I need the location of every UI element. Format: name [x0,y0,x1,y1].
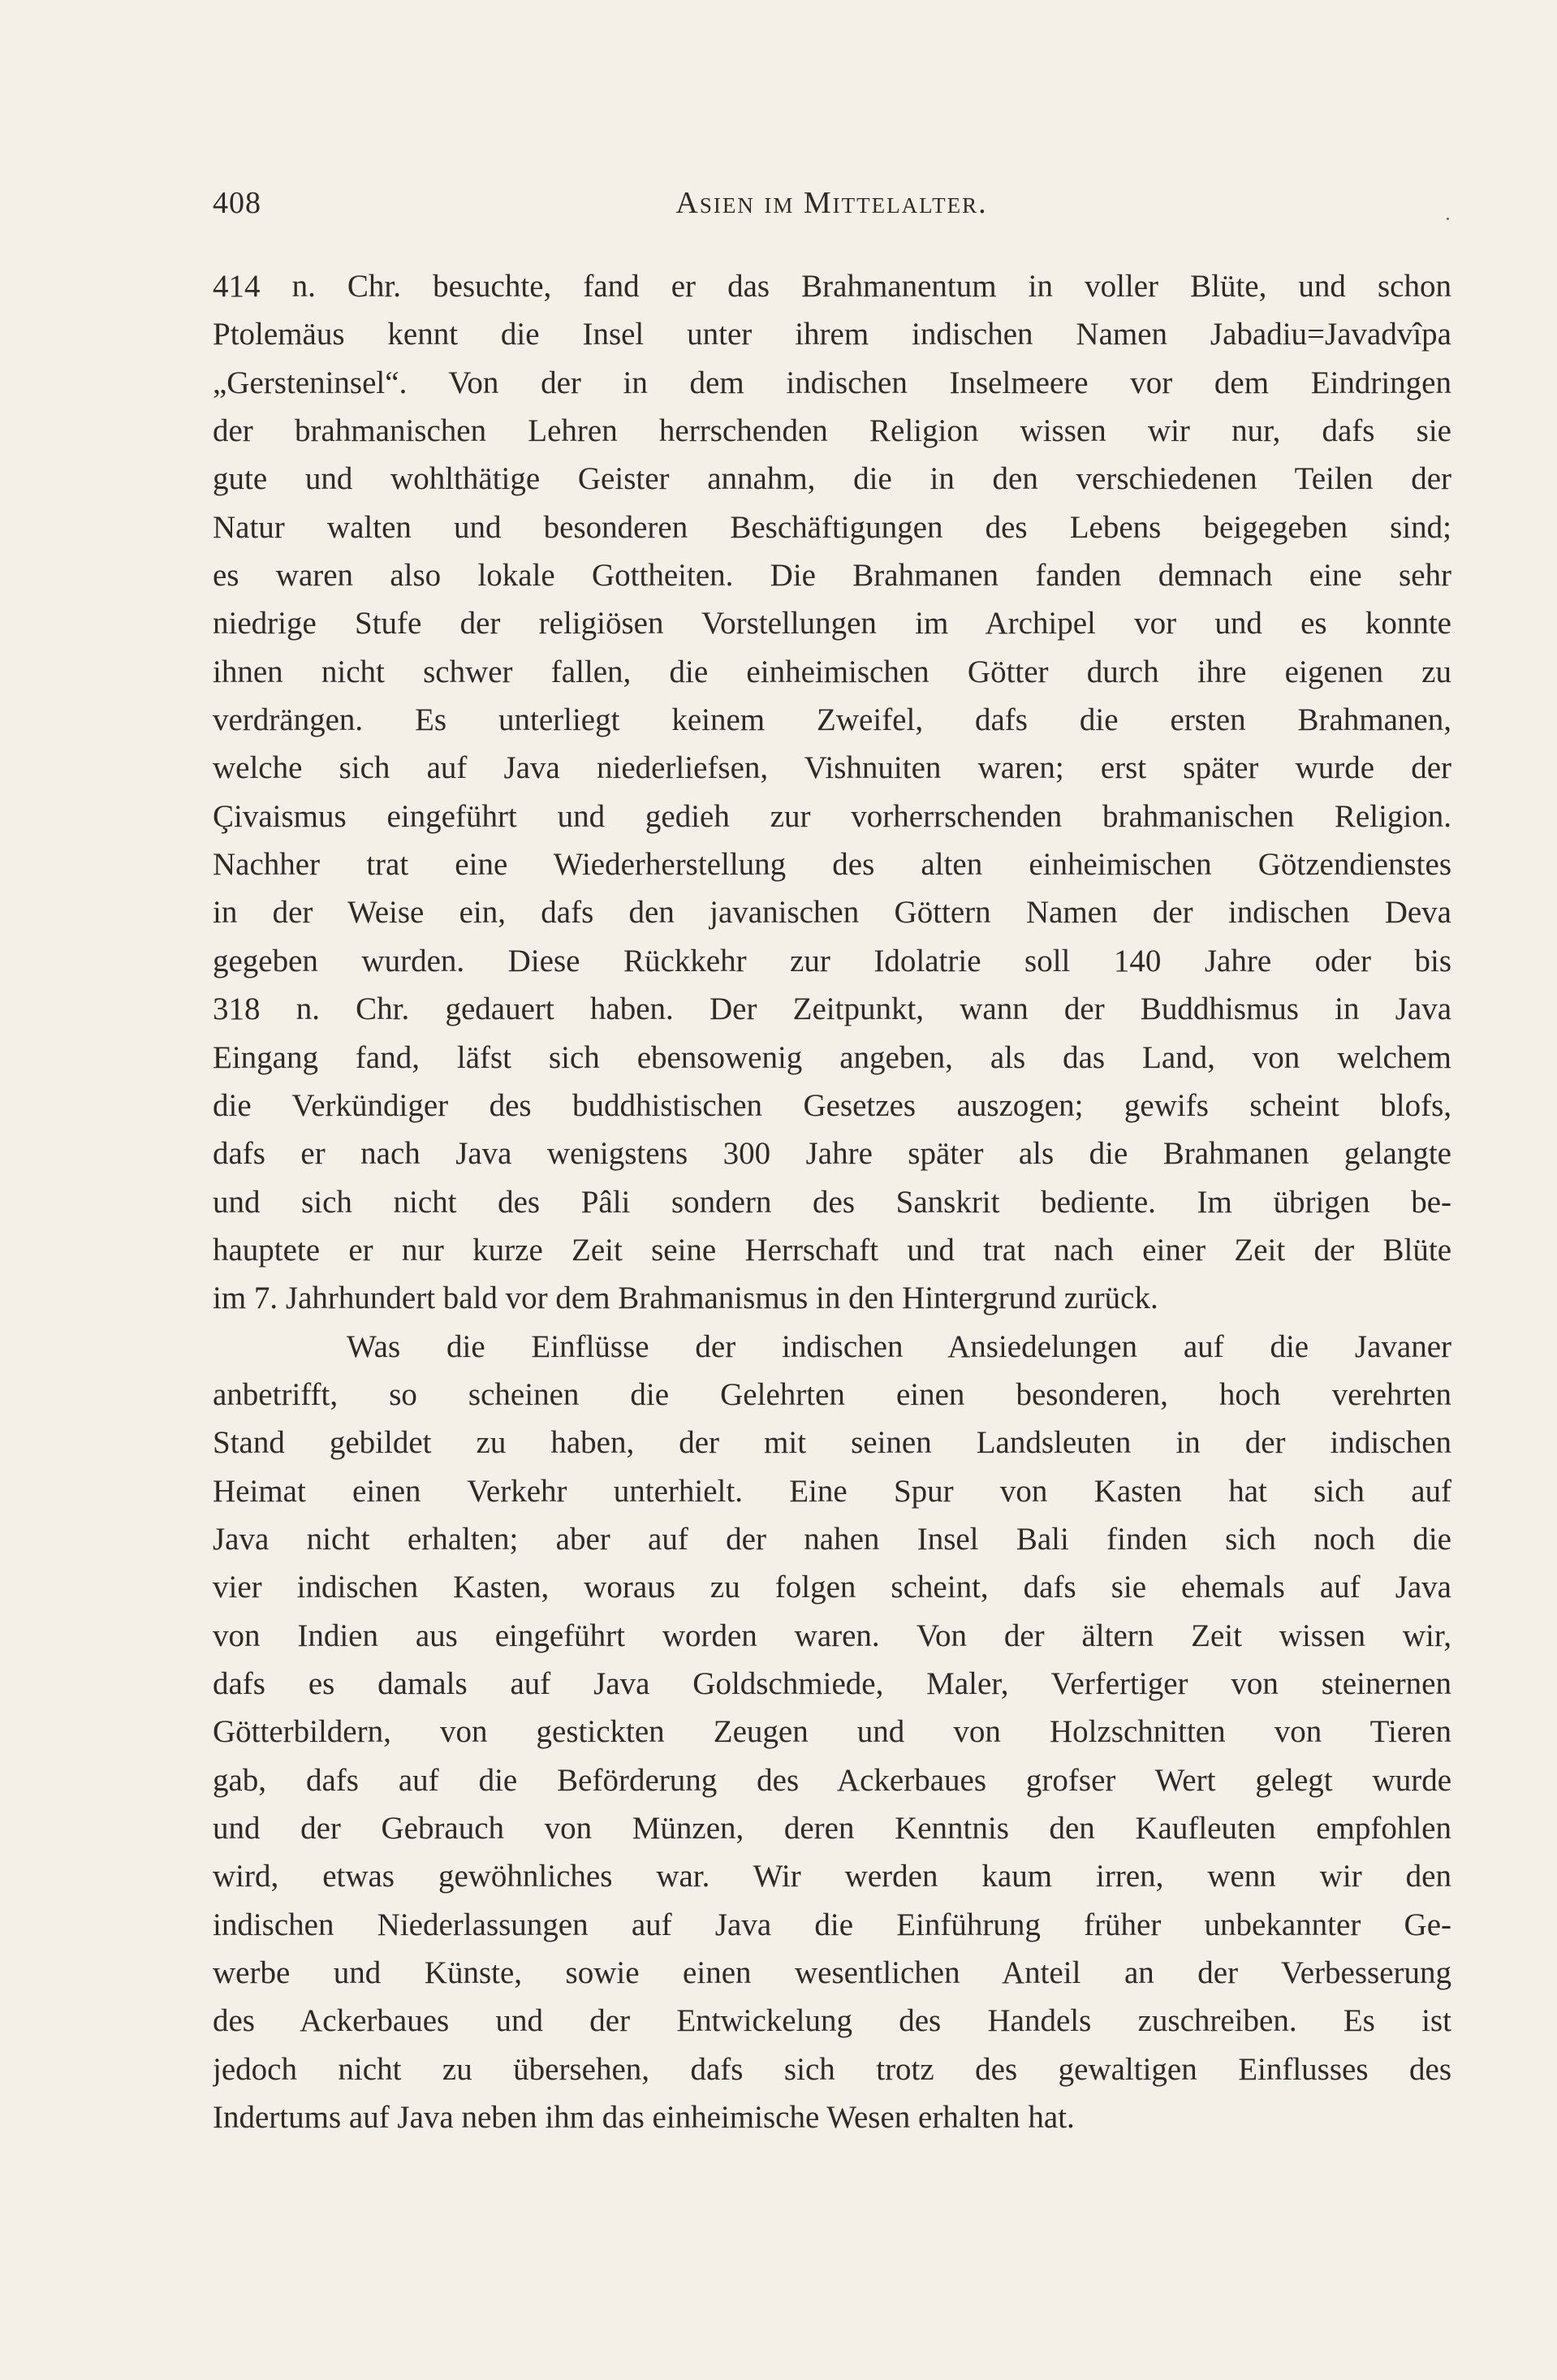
text-line: Java nicht erhalten; aber auf der nahen Insel Bali finden sich noch die [213,1521,1451,1557]
text-line: Heimat einen Verkehr unterhielt. Eine Spur von Kasten hat sich auf [213,1473,1451,1509]
text-line: hauptete er nur kurze Zeit seine Herrschaft und trat nach einer Zeit der Blüte [213,1232,1451,1268]
running-title: Asien im Mittelalter. [675,186,988,220]
text-line: der brahmanischen Lehren herrschenden Religion wissen wir nur, dafs sie [213,413,1451,449]
text-line: niedrige Stufe der religiösen Vorstellungen im Archipel vor und es konnte [213,606,1451,641]
text-line: Çivaismus eingeführt und gedieh zur vorherrschenden brahmanischen Religion. [213,798,1451,834]
text-line: anbetrifft, so scheinen die Gelehrten einen besonderen, hoch verehrten [213,1376,1451,1412]
text-line: vier indischen Kasten, woraus zu folgen scheint, dafs sie ehemals auf Java [213,1570,1451,1605]
text-line: wird, etwas gewöhnliches war. Wir werden kaum irren, wenn wir den [213,1859,1451,1894]
text-line: ihnen nicht schwer fallen, die einheimischen Götter durch ihre eigenen zu [213,654,1451,689]
text-line: und sich nicht des Pâli sondern des Sanskrit bediente. Im übrigen be- [213,1184,1451,1220]
text-line: jedoch nicht zu übersehen, dafs sich trotz des gewaltigen Einflusses des [213,2051,1451,2087]
text-line: gab, dafs auf die Beförderung des Ackerbaues grofser Wert gelegt wurde [213,1762,1451,1798]
text-line: Indertums auf Java neben ihm das einheimische Wesen erhalten hat. [213,2100,1075,2136]
text-line: welche sich auf Java niederliefsen, Vishnuiten waren; erst später wurde der [213,750,1451,786]
text-line: die Verkündiger des buddhistischen Gesetzes auszogen; gewifs scheint blofs, [213,1087,1451,1123]
text-line: es waren also lokale Gottheiten. Die Brahmanen fanden demnach eine sehr [213,558,1451,594]
text-line: werbe und Künste, sowie einen wesentlichen Anteil an der Verbesserung [213,1955,1451,1991]
text-line: und der Gebrauch von Münzen, deren Kenntnis den Kaufleuten empfohlen [213,1811,1451,1846]
text-line: Stand gebildet zu haben, der mit seinen Landsleuten in der indischen [213,1425,1451,1461]
text-line: des Ackerbaues und der Entwickelung des Handels zuschreiben. Es ist [213,2003,1451,2039]
text-line: Was die Einflüsse der indischen Ansiedelungen auf die Javaner [347,1328,1451,1364]
text-line: in der Weise ein, dafs den javanischen Göttern Namen der indischen Deva [213,895,1451,931]
text-line: von Indien aus eingeführt worden waren. Von der ältern Zeit wissen wir, [213,1618,1451,1653]
text-line: 318 n. Chr. gedauert haben. Der Zeitpunkt, wann der Buddhismus in Java [213,991,1451,1027]
page-number: 408 [213,186,261,220]
running-head [213,185,1451,234]
margin-dot [1447,218,1449,220]
text-line: verdrängen. Es unterliegt keinem Zweifel, dafs die ersten Brahmanen, [213,702,1451,738]
text-line: Natur walten und besonderen Beschäftigungen des Lebens beigegeben sind; [213,509,1451,545]
body-text [213,262,1451,2141]
text-line: gegeben wurden. Diese Rückkehr zur Idolatrie soll 140 Jahre oder bis [213,943,1451,978]
text-line: Götterbildern, von gestickten Zeugen und von Holzschnitten von Tieren [213,1714,1451,1750]
text-line: Eingang fand, läfst sich ebensowenig angeben, als das Land, von welchem [213,1039,1451,1075]
text-line: im 7. Jahrhundert bald vor dem Brahmanismus in den Hintergrund zurück. [213,1281,1158,1316]
text-line: indischen Niederlassungen auf Java die Einführung früher unbekannter Ge- [213,1907,1451,1942]
text-line: dafs er nach Java wenigstens 300 Jahre später als die Brahmanen gelangte [213,1136,1451,1172]
text-line: „Gersteninsel“. Von der in dem indischen Inselmeere vor dem Eindringen [213,365,1451,400]
text-line: Ptolemäus kennt die Insel unter ihrem indischen Namen Jabadiu=Javadvîpa [213,317,1451,352]
text-line: dafs es damals auf Java Goldschmiede, Maler, Verfertiger von steinernen [213,1665,1451,1701]
text-line: Nachher trat eine Wiederherstellung des alten einheimischen Götzendienstes [213,847,1451,883]
text-line: 414 n. Chr. besuchte, fand er das Brahmanentum in voller Blüte, und schon [213,269,1451,304]
text-line: gute und wohlthätige Geister annahm, die in den verschiedenen Teilen der [213,461,1451,497]
